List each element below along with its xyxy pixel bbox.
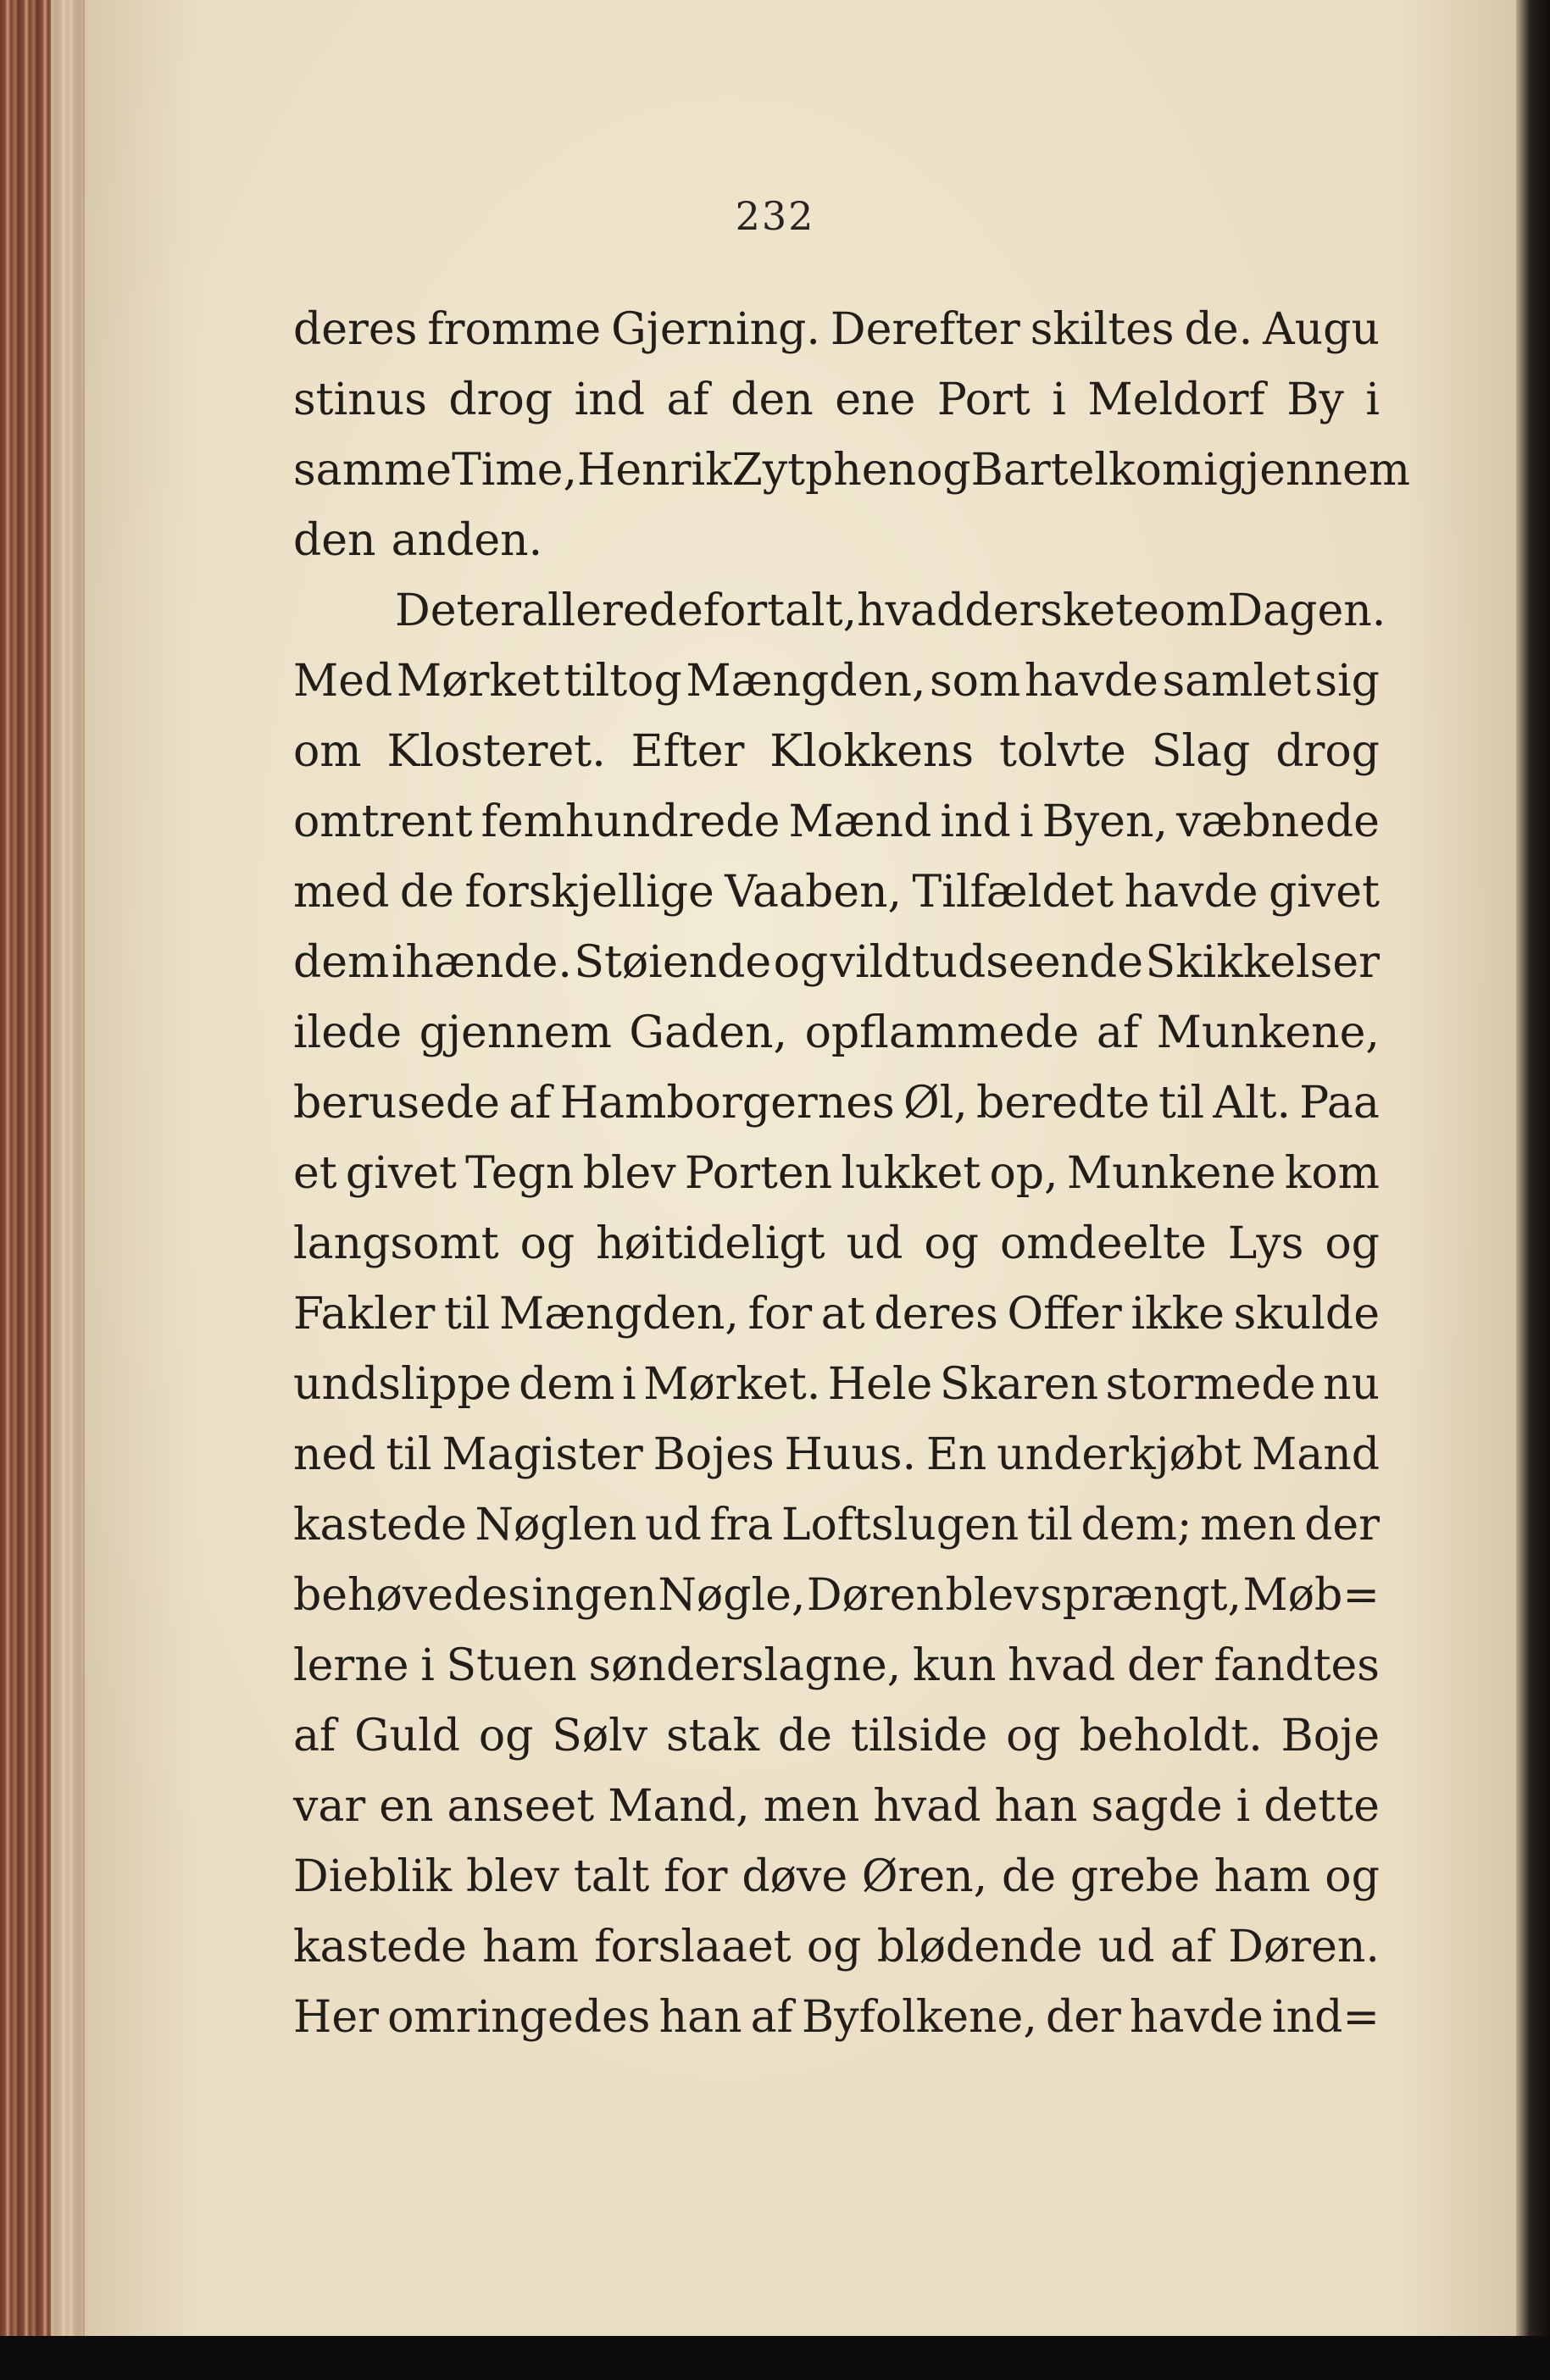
word: af: [750, 1992, 793, 2043]
word: Bojes: [653, 1429, 775, 1480]
word: Mørket: [396, 656, 560, 707]
word: ilede: [293, 1007, 403, 1058]
word: i: [1019, 796, 1034, 847]
word: Fakler: [293, 1289, 436, 1340]
word: Alt.: [1213, 1078, 1291, 1129]
word: Port: [936, 374, 1031, 425]
word: af: [1169, 1922, 1214, 1972]
text-line: [293, 1350, 1380, 1420]
text-line: [293, 1279, 1380, 1350]
word: Hamborgernes: [559, 1078, 895, 1129]
word: der: [1045, 1992, 1121, 2043]
word: ene: [835, 374, 916, 425]
word: der: [964, 585, 1041, 636]
word: de: [1002, 1851, 1057, 1902]
text-line: [293, 1139, 1380, 1209]
word: drog: [1275, 726, 1380, 777]
word: Munkene,: [1156, 1007, 1380, 1058]
word: i: [621, 1359, 636, 1410]
word: Mængden,: [498, 1289, 739, 1340]
word: Efter: [631, 726, 745, 777]
word: Øren,: [861, 1851, 988, 1902]
word: allerede: [521, 585, 703, 636]
word: hvad: [857, 585, 965, 636]
word: Stuen: [446, 1640, 577, 1691]
word: grebe: [1069, 1851, 1200, 1902]
word: Skaren: [939, 1359, 1099, 1410]
text-line: [293, 295, 1380, 365]
word: sig: [1314, 656, 1380, 707]
word: Møb=: [1242, 1570, 1380, 1621]
word: Derefter: [830, 304, 1020, 355]
word: blødende: [876, 1922, 1083, 1972]
text-line: [293, 787, 1380, 857]
text-line: [293, 506, 1380, 576]
text-line: [293, 1631, 1380, 1701]
word: Offer: [1007, 1289, 1122, 1340]
word: Øl,: [903, 1078, 968, 1129]
word: Her: [293, 1992, 379, 2043]
word: ingen: [531, 1570, 657, 1621]
word: Hele: [827, 1359, 933, 1410]
body-text: [293, 295, 1411, 2053]
word: og: [806, 1922, 862, 1972]
word: Munkene: [1066, 1148, 1276, 1199]
word: ned: [293, 1429, 376, 1480]
word: og: [773, 937, 829, 988]
word: Nøgle,: [658, 1570, 806, 1621]
word: er: [474, 585, 522, 636]
word: omdeelte: [999, 1218, 1207, 1269]
word: havde: [1024, 656, 1158, 707]
word: Byfolkene,: [802, 1992, 1037, 2043]
word: blev: [945, 1570, 1039, 1621]
word: var: [293, 1781, 366, 1832]
word: han: [658, 1992, 742, 2043]
word: kastede: [293, 1500, 467, 1551]
word: Med: [293, 656, 393, 707]
word: behøvedes: [293, 1570, 531, 1621]
word: ud: [1097, 1922, 1155, 1972]
word: dem: [293, 937, 390, 988]
word: Augu: [1263, 304, 1380, 355]
word: til: [386, 1429, 432, 1480]
word: berusede: [293, 1078, 500, 1129]
word: Tilfældet: [912, 867, 1114, 918]
word: ham: [1214, 1851, 1311, 1902]
word: i: [1236, 1781, 1251, 1832]
word: Huus.: [784, 1429, 917, 1480]
word: underkjøbt: [997, 1429, 1242, 1480]
word: sprængt,: [1040, 1570, 1242, 1621]
word: samlet: [1162, 656, 1311, 707]
word: væbnede: [1176, 796, 1380, 847]
text-line: [293, 365, 1380, 436]
word: anden.: [391, 515, 543, 566]
word: samme: [293, 445, 453, 496]
text-line: [293, 646, 1380, 717]
word: anseet: [447, 1781, 595, 1832]
word: stak: [665, 1711, 760, 1761]
text-line: [293, 436, 1411, 506]
word: Bartel: [970, 445, 1109, 496]
word: og: [1006, 1711, 1061, 1761]
word: til: [444, 1289, 491, 1340]
word: givet: [1269, 867, 1380, 918]
word: et: [293, 1148, 337, 1199]
word: kastede: [293, 1922, 467, 1972]
text-line: [293, 1490, 1380, 1561]
word: ud: [846, 1218, 903, 1269]
word: en: [379, 1781, 434, 1832]
word: vildtudseende: [830, 937, 1144, 988]
word: Skikkelser: [1145, 937, 1380, 988]
word: Dieblik: [293, 1851, 453, 1902]
text-line: [293, 1772, 1380, 1842]
word: deres: [293, 304, 418, 355]
word: nu: [1323, 1359, 1380, 1410]
word: Klokkens: [769, 726, 975, 777]
word: fromme: [427, 304, 602, 355]
word: fortalt,: [703, 585, 858, 636]
word: dette: [1264, 1781, 1380, 1832]
word: han: [994, 1781, 1078, 1832]
word: tilside: [850, 1711, 988, 1761]
word: og: [1325, 1218, 1380, 1269]
word: lerne: [293, 1640, 409, 1691]
text-line: [293, 1983, 1380, 2053]
word: ikke: [1131, 1289, 1225, 1340]
word: By: [1286, 374, 1344, 425]
word: Paa: [1299, 1078, 1380, 1129]
word: og: [478, 1711, 534, 1761]
word: kom: [1108, 445, 1204, 496]
page-number: 232: [735, 193, 815, 239]
word: talt: [573, 1851, 650, 1902]
word: Time,: [452, 445, 578, 496]
word: Døren: [806, 1570, 945, 1621]
word: som: [929, 656, 1021, 707]
word: omtrent: [293, 796, 473, 847]
word: men: [763, 1781, 860, 1832]
word: Boje: [1281, 1711, 1380, 1761]
word: langsomt: [293, 1218, 499, 1269]
word: Nøglen: [475, 1500, 637, 1551]
word: Mørket.: [643, 1359, 821, 1410]
word: dem;: [1081, 1500, 1192, 1551]
word: for: [664, 1851, 728, 1902]
word: høitideligt: [596, 1218, 825, 1269]
word: og: [924, 1218, 979, 1269]
word: om: [1158, 585, 1228, 636]
word: Porten: [684, 1148, 833, 1199]
word: fandtes: [1214, 1640, 1380, 1691]
word: undslippe: [293, 1359, 512, 1410]
word: af: [1096, 1007, 1140, 1058]
word: Døren.: [1228, 1922, 1380, 1972]
word: havde: [1129, 1992, 1264, 2043]
word: kun: [912, 1640, 997, 1691]
word: Vaaben,: [725, 867, 903, 918]
word: hvad: [873, 1781, 981, 1832]
word: Lys: [1227, 1218, 1304, 1269]
word: Klosteret.: [386, 726, 606, 777]
word: ind=: [1272, 1992, 1380, 2043]
word: tolvte: [998, 726, 1126, 777]
text-line: [293, 1912, 1380, 1983]
word: og: [519, 1218, 575, 1269]
word: i: [1365, 374, 1380, 425]
word: sagde: [1091, 1781, 1223, 1832]
word: Gaden,: [629, 1007, 788, 1058]
word: dem: [519, 1359, 615, 1410]
word: og: [1325, 1851, 1380, 1902]
word: af: [666, 374, 709, 425]
word: med: [293, 867, 390, 918]
word: af: [293, 1711, 336, 1761]
text-line: [293, 857, 1380, 928]
word: Loftslugen: [781, 1500, 1019, 1551]
word: ind: [940, 796, 1011, 847]
word: for: [747, 1289, 813, 1340]
word: men: [1199, 1500, 1297, 1551]
word: deres: [874, 1289, 998, 1340]
word: Mænd: [788, 796, 932, 847]
word: blev: [465, 1851, 560, 1902]
word: forskjellige: [464, 867, 714, 918]
word: om: [293, 726, 362, 777]
word: stormede: [1105, 1359, 1316, 1410]
text-line: [293, 576, 1386, 646]
word: sønderslagne,: [588, 1640, 902, 1691]
page-edge: [51, 0, 85, 2380]
word: i: [1052, 374, 1066, 425]
right-edge-shadow: [1516, 0, 1550, 2380]
word: der: [1126, 1640, 1203, 1691]
word: Magister: [442, 1429, 643, 1480]
word: stinus: [293, 374, 427, 425]
word: hvad: [1008, 1640, 1116, 1691]
word: til: [1026, 1500, 1073, 1551]
word: tiltog: [564, 656, 682, 707]
word: Mand: [1251, 1429, 1380, 1480]
word: Det: [395, 585, 475, 636]
word: til: [1158, 1078, 1205, 1129]
word: ind: [574, 374, 646, 425]
word: omringedes: [387, 1992, 651, 2043]
word: skiltes: [1030, 304, 1175, 355]
word: Guld: [354, 1711, 461, 1761]
word: skulde: [1233, 1289, 1380, 1340]
text-line: [293, 1420, 1380, 1490]
word: Henrik: [577, 445, 732, 496]
word: døve: [742, 1851, 848, 1902]
word: beholdt.: [1079, 1711, 1263, 1761]
word: af: [508, 1078, 552, 1129]
word: og: [916, 445, 971, 496]
text-line: [293, 1842, 1380, 1912]
word: Dagen.: [1227, 585, 1386, 636]
word: den: [293, 515, 376, 566]
word: ud: [645, 1500, 702, 1551]
word: Mand,: [608, 1781, 750, 1832]
word: ihænde.: [391, 937, 572, 988]
text-line: [293, 928, 1380, 998]
word: Støiende: [574, 937, 772, 988]
word: En: [925, 1429, 987, 1480]
word: opflammede: [804, 1007, 1080, 1058]
word: Sølv: [552, 1711, 648, 1761]
word: Zytphen: [731, 445, 917, 496]
word: gjennem: [419, 1007, 612, 1058]
word: Byen,: [1042, 796, 1168, 847]
word: fra: [709, 1500, 774, 1551]
word: forslaaet: [594, 1922, 792, 1972]
word: der: [1304, 1500, 1380, 1551]
word: blev: [582, 1148, 676, 1199]
word: Gjerning.: [611, 304, 820, 355]
word: beredte: [976, 1078, 1150, 1129]
text-line: [293, 1209, 1380, 1279]
text-line: [293, 717, 1380, 787]
text-line: [293, 1701, 1380, 1772]
word: Mængden,: [686, 656, 926, 707]
word: de: [777, 1711, 832, 1761]
word: lukket: [841, 1148, 981, 1199]
word: kom: [1284, 1148, 1380, 1199]
word: drog: [448, 374, 553, 425]
text-line: [293, 1561, 1380, 1631]
word: Meldorf: [1087, 374, 1265, 425]
word: at: [820, 1289, 865, 1340]
word: igjennem: [1203, 445, 1411, 496]
word: ham: [482, 1922, 579, 1972]
word: i: [420, 1640, 435, 1691]
word: givet: [345, 1148, 457, 1199]
word: havde: [1124, 867, 1258, 918]
text-line: [293, 998, 1380, 1068]
word: op,: [989, 1148, 1058, 1199]
word: den: [731, 374, 814, 425]
word: Tegn: [465, 1148, 575, 1199]
word: femhundrede: [481, 796, 781, 847]
bottom-band: [0, 2336, 1550, 2380]
text-line: [293, 1068, 1380, 1139]
word: de: [399, 867, 454, 918]
word: de.: [1184, 304, 1253, 355]
word: skete: [1040, 585, 1159, 636]
word: Slag: [1151, 726, 1251, 777]
